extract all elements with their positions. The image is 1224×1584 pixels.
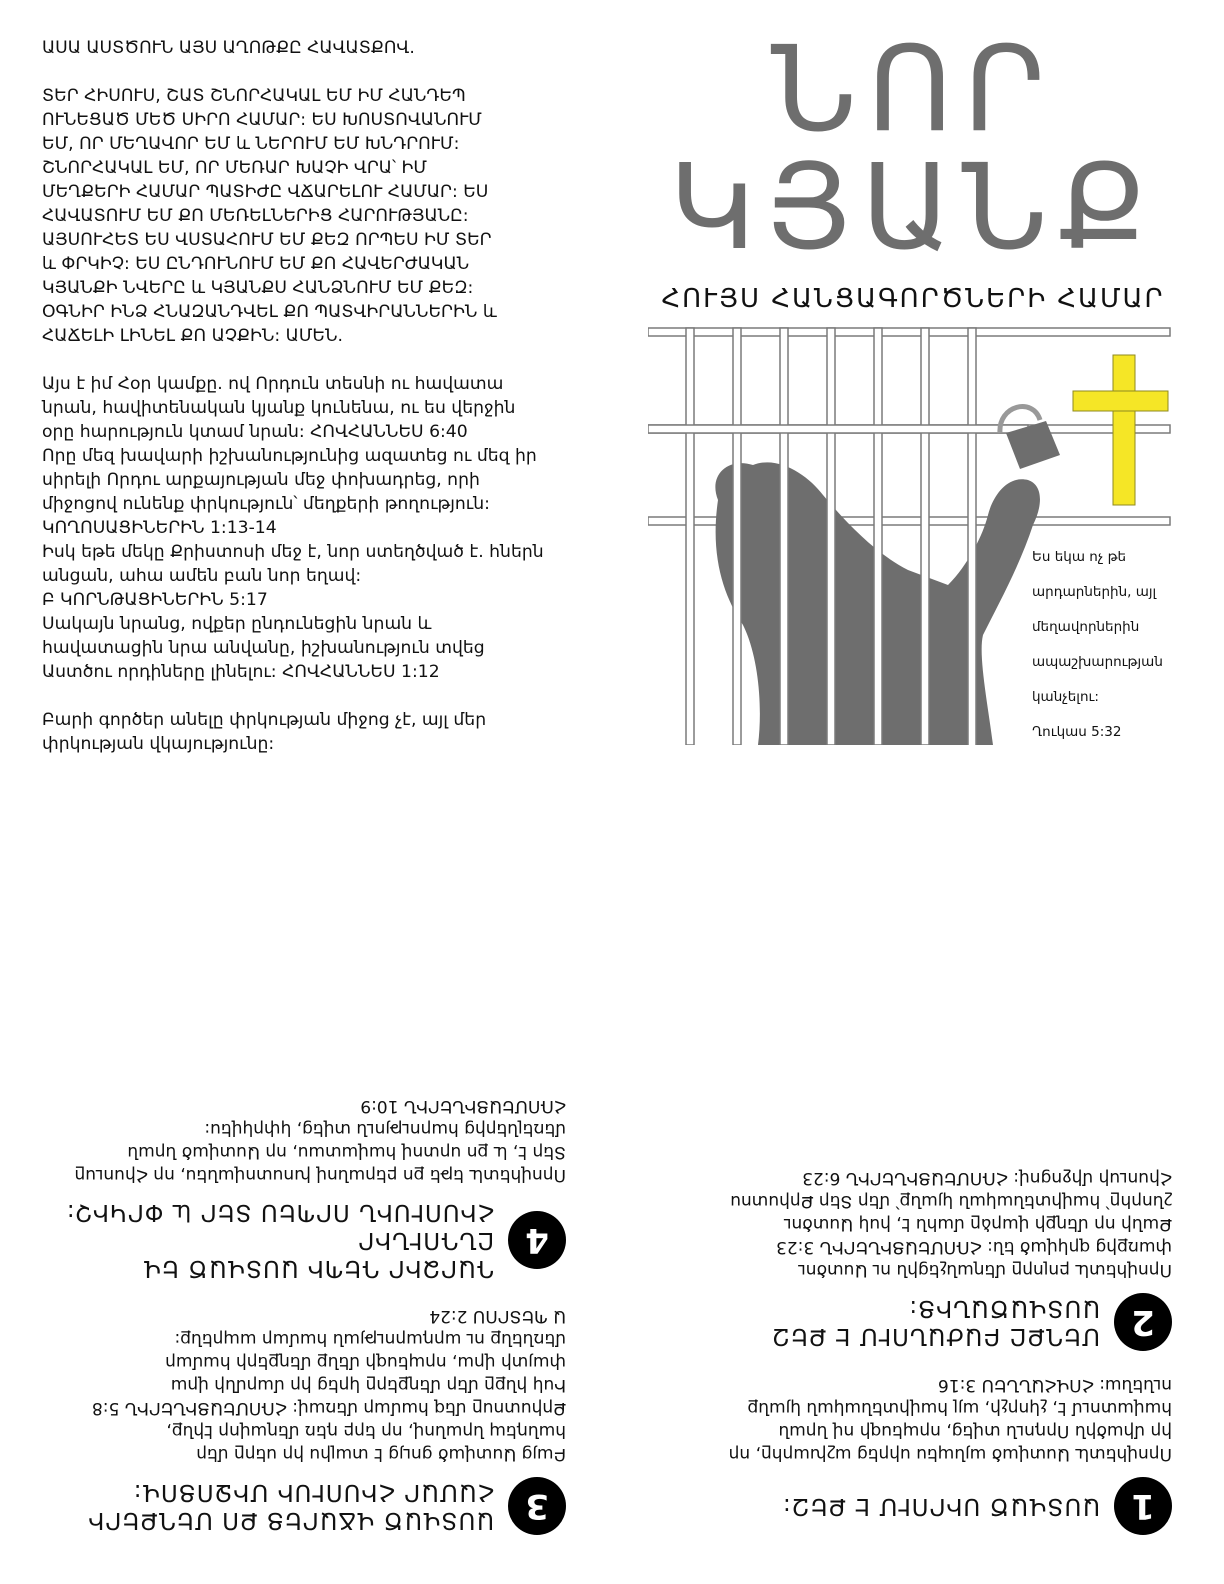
prayer-intro: ԱՍԱ ԱՍՏԾՈՒՆ ԱՅՍ ԱՂՈԹՔԸ ՀԱՎԱՏՔՈՎ. (42, 38, 415, 58)
steps-1-2-panel (648, 825, 1172, 1535)
step-number: 4 (508, 1211, 566, 1269)
closing-text: Բարի գործեր անելը փրկության միջոց չէ, այլ մեր փրկության վկայությունը: (42, 710, 487, 754)
verse-line: Որը մեզ խավարի իշխանությունից ազատեց ու մեզ իր (42, 446, 537, 466)
step-number: 2 (1114, 1293, 1172, 1351)
step-number: 1 (1114, 1477, 1172, 1535)
padlock-icon (1000, 407, 1060, 469)
prayer-text: ՏԵՐ ՀԻՍՈՒՍ, ՇԱՏ ՇՆՈՐՀԱԿԱԼ ԵՄ ԻՄ ՀԱՆԴԵՊ ՈՒՆԵՑԱԾ ՄԵԾ ՍԻՐՈ ՀԱՄԱՐ: ԵՍ ԽՈՍՏՈՎԱՆՈՒՄ ԵՄ, ՈՐ ՄԵՂԱՎՈՐ ԵՄ և ՆԵՐՈՒՄ ԵՄ ԽՆԴՐՈՒՄ: ՇՆՈՐՀԱԿԱԼ ԵՄ, ՈՐ ՄԵՌԱՐ ԽԱՉԻ ՎՐԱ՝ ԻՄ ՄԵՂՔԵՐԻ ՀԱՄԱՐ ՊԱՏԻԺԸ ՎՃԱՐԵԼՈՒ ՀԱՄԱՐ: ԵՍ ՀԱՎԱՏՈՒՄ ԵՄ ՔՈ ՄԵՌԵԼՆԵՐԻՑ ՀԱՐՈՒԹՅԱՆԸ: ԱՅՍՈՒՀԵՏ ԵՍ ՎՍՏԱՀՈՒՄ ԵՄ ՔԵԶ ՈՐՊԵՍ ԻՄ ՏԵՐ և ՓՐԿԻՉ: ԵՍ ԸՆԴՈՒՆՈՒՄ ԵՄ ՔՈ ՀԱՎԵՐԺԱԿԱՆ ԿՅԱՆՔԻ ՆՎԵՐԸ և ԿՅԱՆՔՍ ՀԱՆՁՆՈՒՄ ԵՄ ՔԵԶ: ՕԳՆԻՐ ԻՆՁ ՀՆԱԶԱՆԴՎԵԼ ՔՈ ՊԱՏՎԻՐԱՆՆԵՐԻՆ և ՀԱՃԵԼԻ ԼԻՆԵԼ ՔՈ ԱՉՔԻՆ: ԱՄԵՆ. (42, 86, 497, 346)
title-line-2: ԿՅԱՆՔ (669, 138, 1157, 276)
verse-line: ԿՈՂՈՍԱՑԻՆԵՐԻՆ 1:13-14 (42, 518, 277, 538)
step-body: Որովհետև Աստված այնպես սիրեց աշխարհը, որ իր միածին Որդուն տվեց, որպեսզի ով նրան հավատում է, չկորչի, այլ հավիտենական կյանք ունենա: ՀՈՎՀԱՆՆԵՍ 3:16 (728, 1375, 1172, 1464)
step-2 (648, 1166, 1172, 1351)
quote-reference: Ղուկաս 5:32 (1032, 724, 1122, 740)
verse-line: հավատացին նրա անվանը, իշխանություն տվեց (42, 638, 485, 658)
prayer-panel (42, 36, 582, 780)
verse-line: Այս է իմ Հօր կամքը. ով Որդուն տեսնի ու հավատա (42, 374, 504, 394)
cover-panel (648, 20, 1178, 314)
step-title: ԱՍՏՎԱԾ ՍԻՐՈՒՄ Է ՔԵԶ: (782, 1493, 1100, 1519)
cover-subtitle: ՀՈՒՅՍ ՀԱՆՑԱԳՈՐԾՆԵՐԻ ՀԱՄԱՐ (661, 284, 1165, 314)
verse-line: անցան, ահա ամեն բան նոր եղավ: (42, 566, 362, 586)
step-3 (42, 1304, 566, 1535)
verse-line: նրան, հավիտենական կյանք կունենա, ու ես վերջին (42, 398, 516, 418)
step-body: Որովհետև բոլորը մեղանչեցին ու Աստծու փառքից զրկված են: ՀՌՈՄԵԱՑԻՆԵՐԻՆ 3:23 Քանի որ մեղքի վարձը մահն է, իսկ Աստծու շնորհը՝ հավիտենական կյանք՝ մեր Տեր Քրիստոս Հիսուսի միջոցով: ՀՌՈՄԵԱՑԻՆԵՐԻՆ 6:23 (730, 1168, 1172, 1280)
step-body: Որովհետև եթե քո բերանով խոստովանես, որ Հիսուսը Տեր է, և քո սրտով հավատաս, որ Աստված նրան մեռելներից հարություն տվեց, կփրկվես: ՀՌՈՄԵԱՑԻՆԵՐԻՆ 10:9 (74, 1096, 566, 1185)
verses-list (42, 372, 582, 684)
step-title: ԱՍՏՎԱԾ ՎՃԱՐԵՑ ՔՈ ՄԵՂՔԵՐԻ ՀԱՄԱՐ ՀԻՍՈՒՍԻ ՄԻՋՈՑՈՎ: (87, 1479, 494, 1533)
quote-line: ապաշխարության (1032, 654, 1163, 670)
luke-quote (1032, 540, 1182, 750)
quote-line: մեղավորներին (1032, 619, 1140, 635)
steps-3-4-panel (42, 815, 566, 1535)
verse-line: միջոցով ունենք փրկություն՝ մեղքերի թողություն: (42, 494, 490, 514)
quote-line: Ես եկա ոչ թե (1032, 549, 1127, 565)
step-4 (42, 1094, 566, 1282)
step-number: 3 (508, 1477, 566, 1535)
verse-line: օրը հարություն կտամ նրան: ՀՈՎՀԱՆՆԵՍ 6:40 (42, 422, 468, 442)
step-title: ԴԱՐՁԻՐ ԴԵՊԻ ԱՍՏՎԱԾ ԵՎ ԸՆԴՈՒՆԻՐ ՀԻՍՈՒՍԻՆ ՈՐՊԵՍ ՏԵՐ և ՓՐԿԻՉ: (65, 1199, 494, 1281)
step-title: ՄԵՂՔԸ ԲԱԺԱՆՈՒՄ Է ՔԵԶ ԱՍՏՎԱԾԱՆԻՑ: (771, 1295, 1100, 1349)
prison-bars-front (648, 425, 1028, 433)
verse-line: սիրելի Որդու արքայության մեջ փոխադրեց, որի (42, 470, 480, 490)
verse-line: Աստծու որդիները լինելու: ՀՈՎՀԱՆՆԵՍ 1:12 (42, 662, 440, 682)
step-body: Բայց Աստված ցույց է տալիս իր սերը մեր հանդեպ նրանով, որ երբ դեռ մեղավոր էինք, Քրիստոսը մեզ համար մեռավ: ՀՌՈՄԵԱՑԻՆԵՐԻՆ 5:8 Իսկ ինքը մեր մեղքերը կրեց իր մարմնի վրա փայտի վրա, որպեսզի մենք մեղքերի համար մեռնենք ու արդարության համար ապրենք: Ա ՊԵՏՐՈՍ 2:24 (91, 1306, 566, 1464)
title-line-1: ՆՈՐ (770, 20, 1056, 158)
verse-line: Սակայն նրանց, ովքեր ընդունեցին նրան և (42, 614, 432, 634)
quote-line: արդարներին, այլ (1032, 584, 1157, 600)
verse-line: Բ ԿՈՐՆԹԱՑԻՆԵՐԻՆ 5:17 (42, 590, 268, 610)
quote-line: կանչելու: (1032, 689, 1099, 705)
verse-line: Իսկ եթե մեկը Քրիստոսի մեջ է, նոր ստեղծված է. հներն (42, 542, 544, 562)
step-1 (648, 1373, 1172, 1535)
